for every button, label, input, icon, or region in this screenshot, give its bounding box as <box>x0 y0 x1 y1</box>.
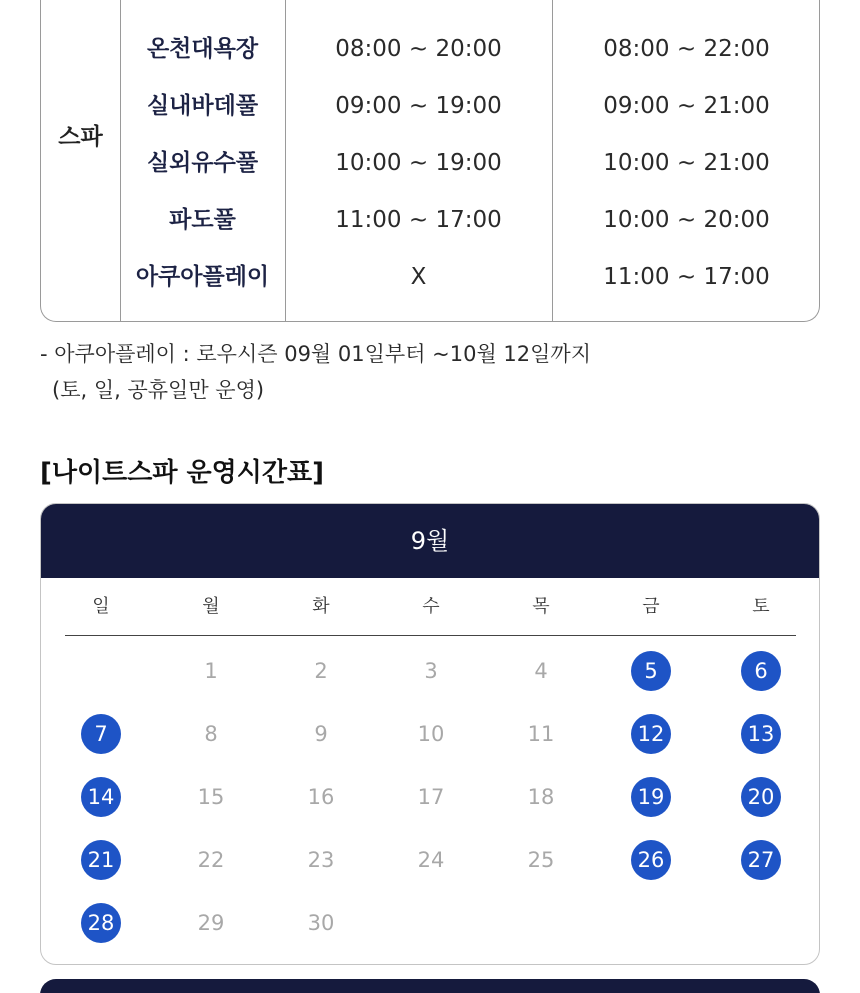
facility-name: 파도풀 <box>169 207 236 233</box>
calendar-day[interactable]: 17 <box>417 785 445 809</box>
table-row <box>41 86 821 126</box>
calendar-day-open[interactable]: 12 <box>631 714 671 754</box>
calendar-day-open[interactable]: 27 <box>741 840 781 880</box>
weekday-label: 일 <box>92 596 110 617</box>
calendar-day[interactable]: 29 <box>197 911 225 935</box>
hours-high-season: 08:00 ~ 22:00 <box>603 36 770 62</box>
calendar-day-open[interactable]: 28 <box>81 903 121 943</box>
night-spa-calendar <box>40 503 820 965</box>
calendar-month-header: 9월 <box>41 504 819 578</box>
calendar-day-open[interactable]: 13 <box>741 714 781 754</box>
calendar-day[interactable]: 24 <box>417 848 445 872</box>
night-spa-title: [나이트스파 운영시간표] <box>40 458 324 488</box>
calendar-day-open[interactable]: 20 <box>741 777 781 817</box>
category-label: 스파 <box>58 124 103 150</box>
calendar-day[interactable]: 1 <box>204 659 218 683</box>
hours-high-season: 10:00 ~ 20:00 <box>603 207 770 233</box>
calendar-day[interactable]: 30 <box>307 911 335 935</box>
calendar-day-open[interactable]: 21 <box>81 840 121 880</box>
spa-hours-table <box>40 0 820 322</box>
calendar-divider <box>65 635 796 636</box>
hours-high-season: 09:00 ~ 21:00 <box>603 93 770 119</box>
calendar-day[interactable]: 9 <box>314 722 328 746</box>
calendar-day[interactable]: 10 <box>417 722 445 746</box>
calendar-day[interactable]: 18 <box>527 785 555 809</box>
hours-low-season <box>285 0 552 16</box>
hours-high-season <box>552 0 821 16</box>
weekday-label: 수 <box>422 596 440 617</box>
calendar-day[interactable]: 4 <box>534 659 548 683</box>
facility-name: 실외유수풀 <box>146 150 259 176</box>
calendar-day[interactable]: 22 <box>197 848 225 872</box>
hours-high-season: 11:00 ~ 17:00 <box>603 264 770 290</box>
calendar-day[interactable]: 8 <box>204 722 218 746</box>
calendar-day-open[interactable]: 6 <box>741 651 781 691</box>
facility-name <box>120 0 285 16</box>
weekday-label: 금 <box>642 596 660 617</box>
hours-low-season: X <box>410 264 427 290</box>
weekday-label: 목 <box>532 596 550 617</box>
calendar-day[interactable]: 2 <box>314 659 328 683</box>
hours-low-season: 09:00 ~ 19:00 <box>335 93 502 119</box>
calendar-day[interactable]: 25 <box>527 848 555 872</box>
calendar-day-open[interactable]: 5 <box>631 651 671 691</box>
table-row <box>41 143 821 183</box>
facility-name: 실내바데풀 <box>146 93 259 119</box>
aqua-play-note-detail: (토, 일, 공휴일만 운영) <box>52 378 265 402</box>
table-row <box>41 29 821 69</box>
table-row <box>41 200 821 240</box>
facility-name: 아쿠아플레이 <box>135 264 270 290</box>
hours-low-season: 10:00 ~ 19:00 <box>335 150 502 176</box>
weekday-label: 토 <box>752 596 770 617</box>
calendar-day-open[interactable]: 26 <box>631 840 671 880</box>
hours-low-season: 11:00 ~ 17:00 <box>335 207 502 233</box>
calendar-day[interactable]: 15 <box>197 785 225 809</box>
aqua-play-note: - 아쿠아플레이 : 로우시즌 09월 01일부터 ~10월 12일까지 <box>40 342 592 366</box>
weekday-label: 화 <box>312 596 330 617</box>
calendar-day-open[interactable]: 19 <box>631 777 671 817</box>
table-row <box>41 257 821 297</box>
table-row <box>41 0 821 16</box>
facility-name: 온천대욕장 <box>146 36 259 62</box>
weekday-label: 월 <box>202 596 220 617</box>
calendar-day[interactable]: 3 <box>424 659 438 683</box>
calendar-day[interactable]: 16 <box>307 785 335 809</box>
calendar-day-open[interactable]: 7 <box>81 714 121 754</box>
hours-low-season: 08:00 ~ 20:00 <box>335 36 502 62</box>
next-month-calendar-header <box>40 979 820 993</box>
calendar-day[interactable]: 11 <box>527 722 555 746</box>
hours-high-season: 10:00 ~ 21:00 <box>603 150 770 176</box>
calendar-day[interactable]: 23 <box>307 848 335 872</box>
calendar-day-open[interactable]: 14 <box>81 777 121 817</box>
